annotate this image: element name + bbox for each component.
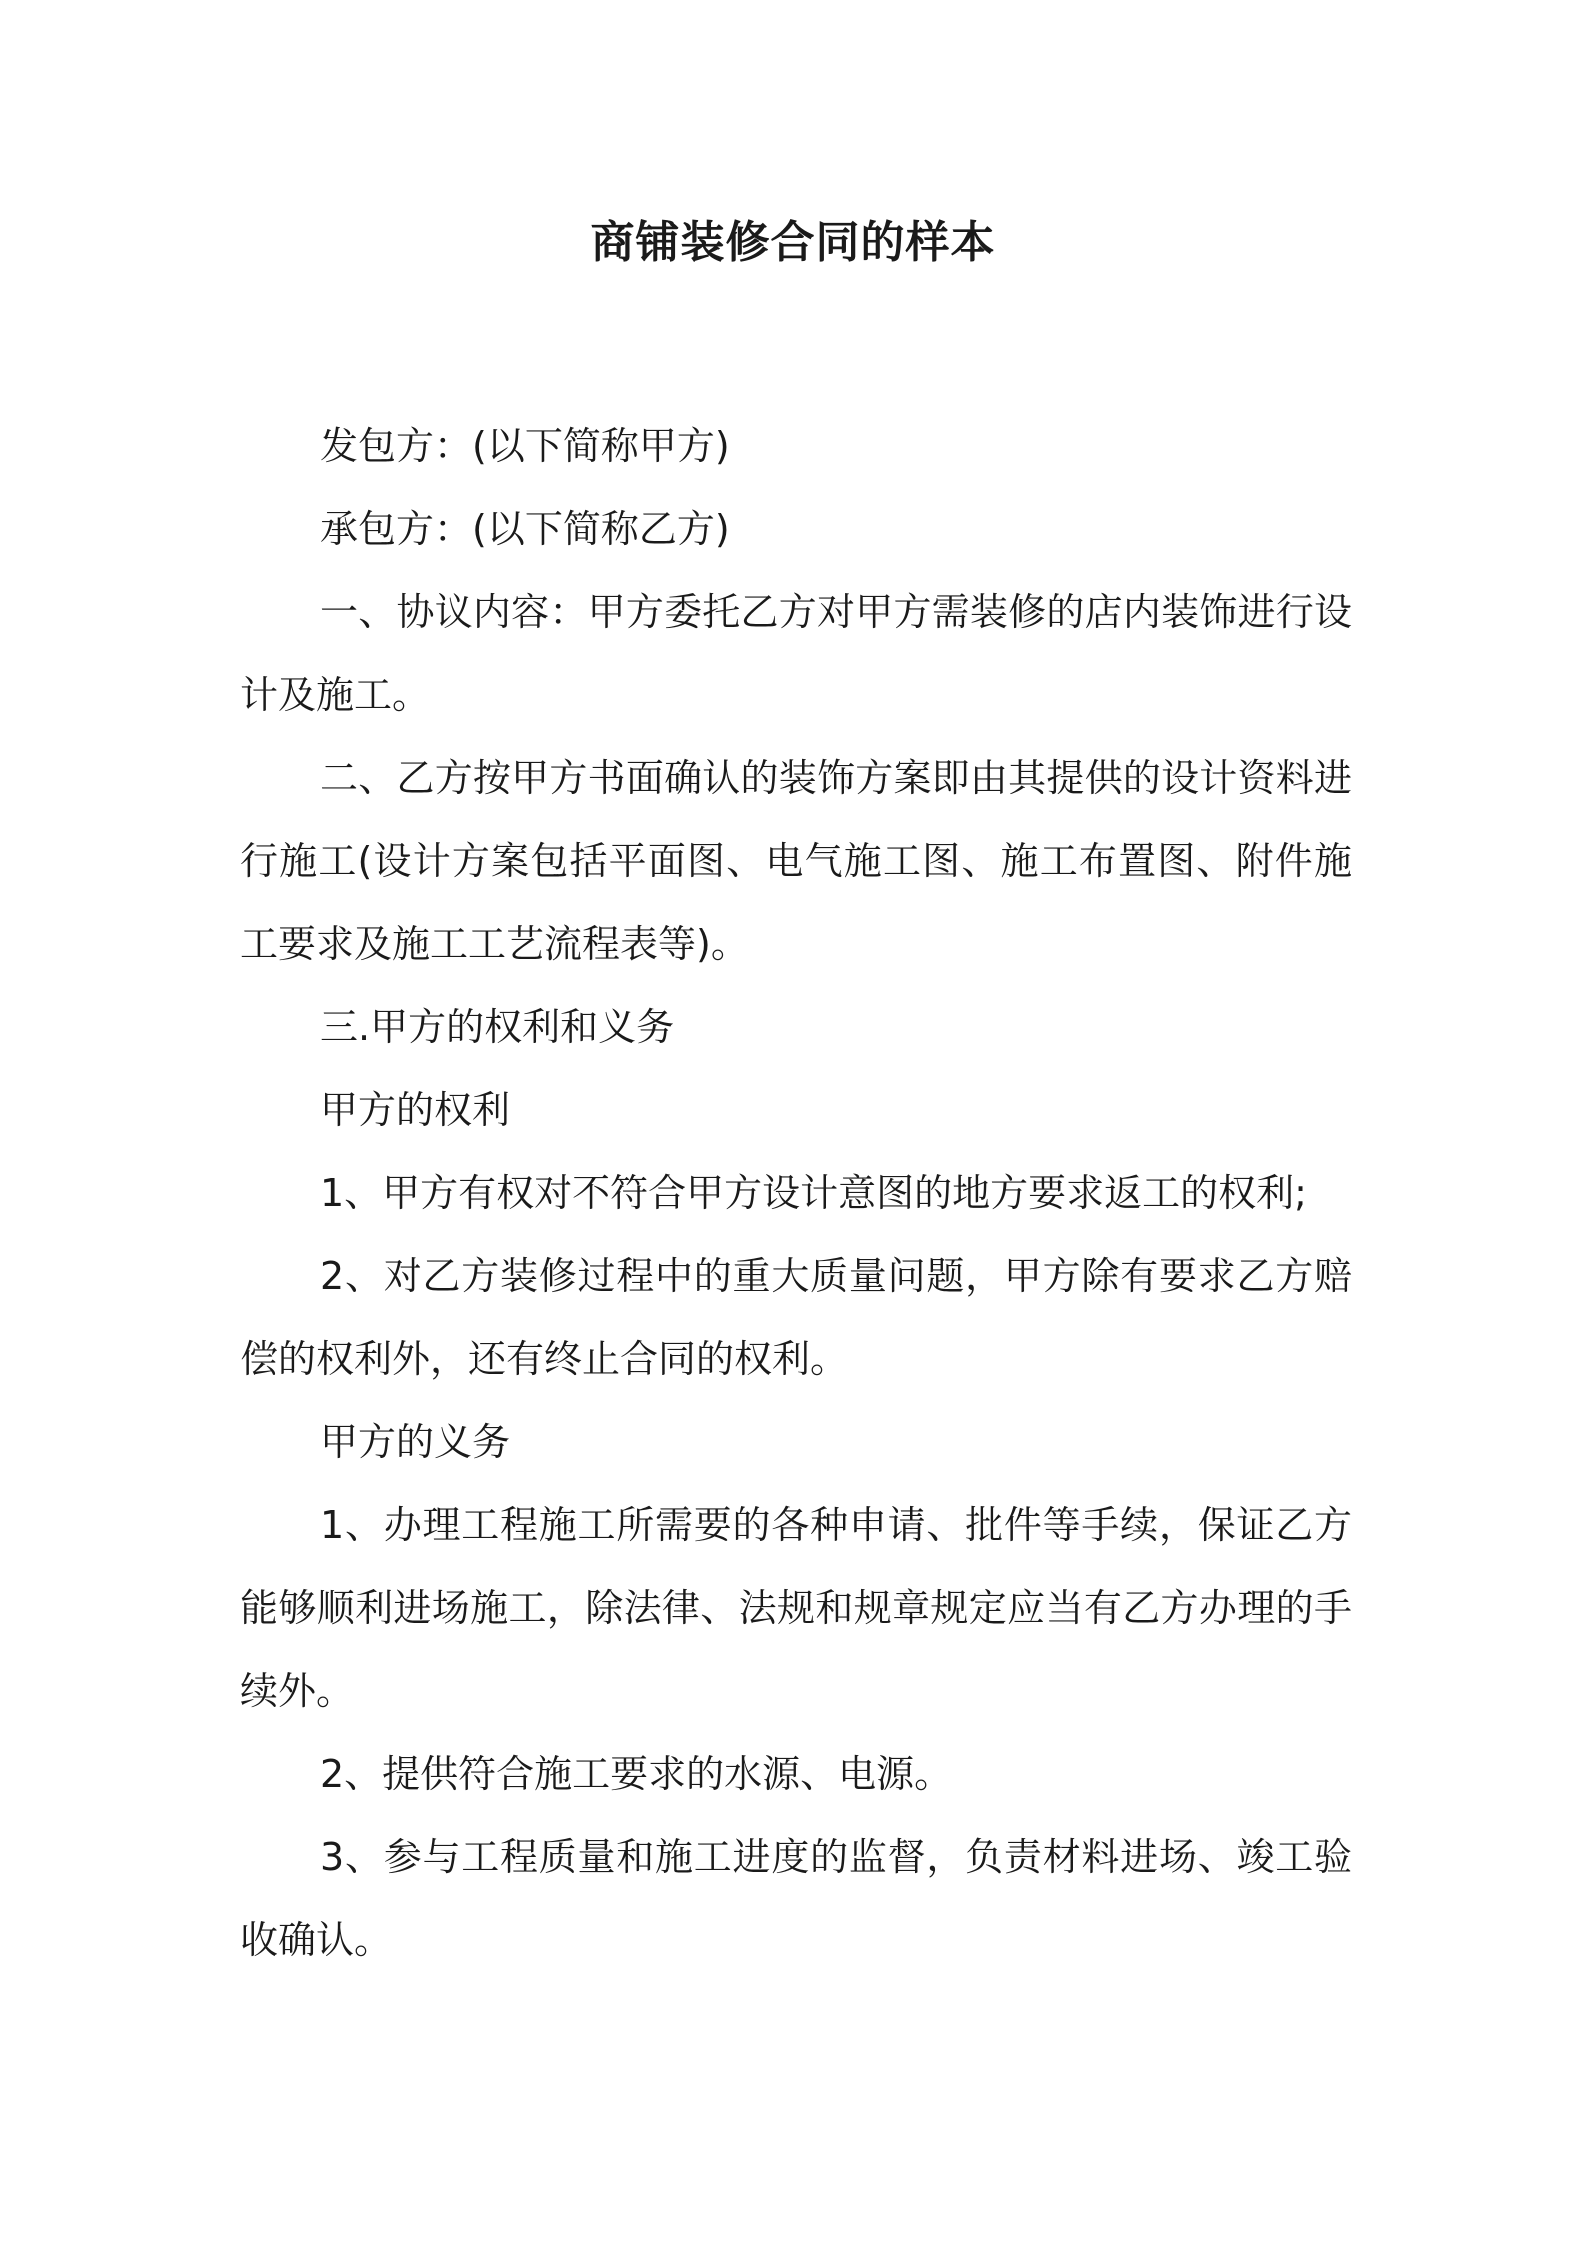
subheading-party-a-rights: 甲方的权利 xyxy=(320,1088,511,1132)
section-heading-party-a: 三.甲方的权利和义务 xyxy=(320,1005,675,1049)
document-body xyxy=(240,405,1352,1982)
list-item-obligation-1: 1、办理工程施工所需要的各种申请、批件等手续，保证乙方能够顺利进场施工，除法律、法规和规章规定应当有乙方办理的手续外。 xyxy=(240,1503,1352,1713)
paragraph-agreement-content: 一、协议内容：甲方委托乙方对甲方需装修的店内装饰进行设计及施工。 xyxy=(240,590,1352,717)
paragraph-construction-basis: 二、乙方按甲方书面确认的装饰方案即由其提供的设计资料进行施工(设计方案包括平面图、电气施工图、施工布置图、附件施工要求及施工工艺流程表等)。 xyxy=(240,756,1352,966)
list-item-obligation-2: 2、提供符合施工要求的水源、电源。 xyxy=(320,1752,953,1796)
subheading-party-a-obligations: 甲方的义务 xyxy=(320,1420,511,1464)
document-title: 商铺装修合同的样本 xyxy=(590,217,996,268)
list-item-right-1: 1、甲方有权对不符合甲方设计意图的地方要求返工的权利; xyxy=(320,1171,1307,1215)
list-item-obligation-3: 3、参与工程质量和施工进度的监督，负责材料进场、竣工验收确认。 xyxy=(240,1835,1352,1962)
list-item-right-2: 2、对乙方装修过程中的重大质量问题，甲方除有要求乙方赔偿的权利外，还有终止合同的权利。 xyxy=(240,1254,1352,1381)
paragraph-contractor: 发包方：(以下简称甲方) xyxy=(320,424,730,468)
paragraph-contractee: 承包方：(以下简称乙方) xyxy=(320,507,730,551)
